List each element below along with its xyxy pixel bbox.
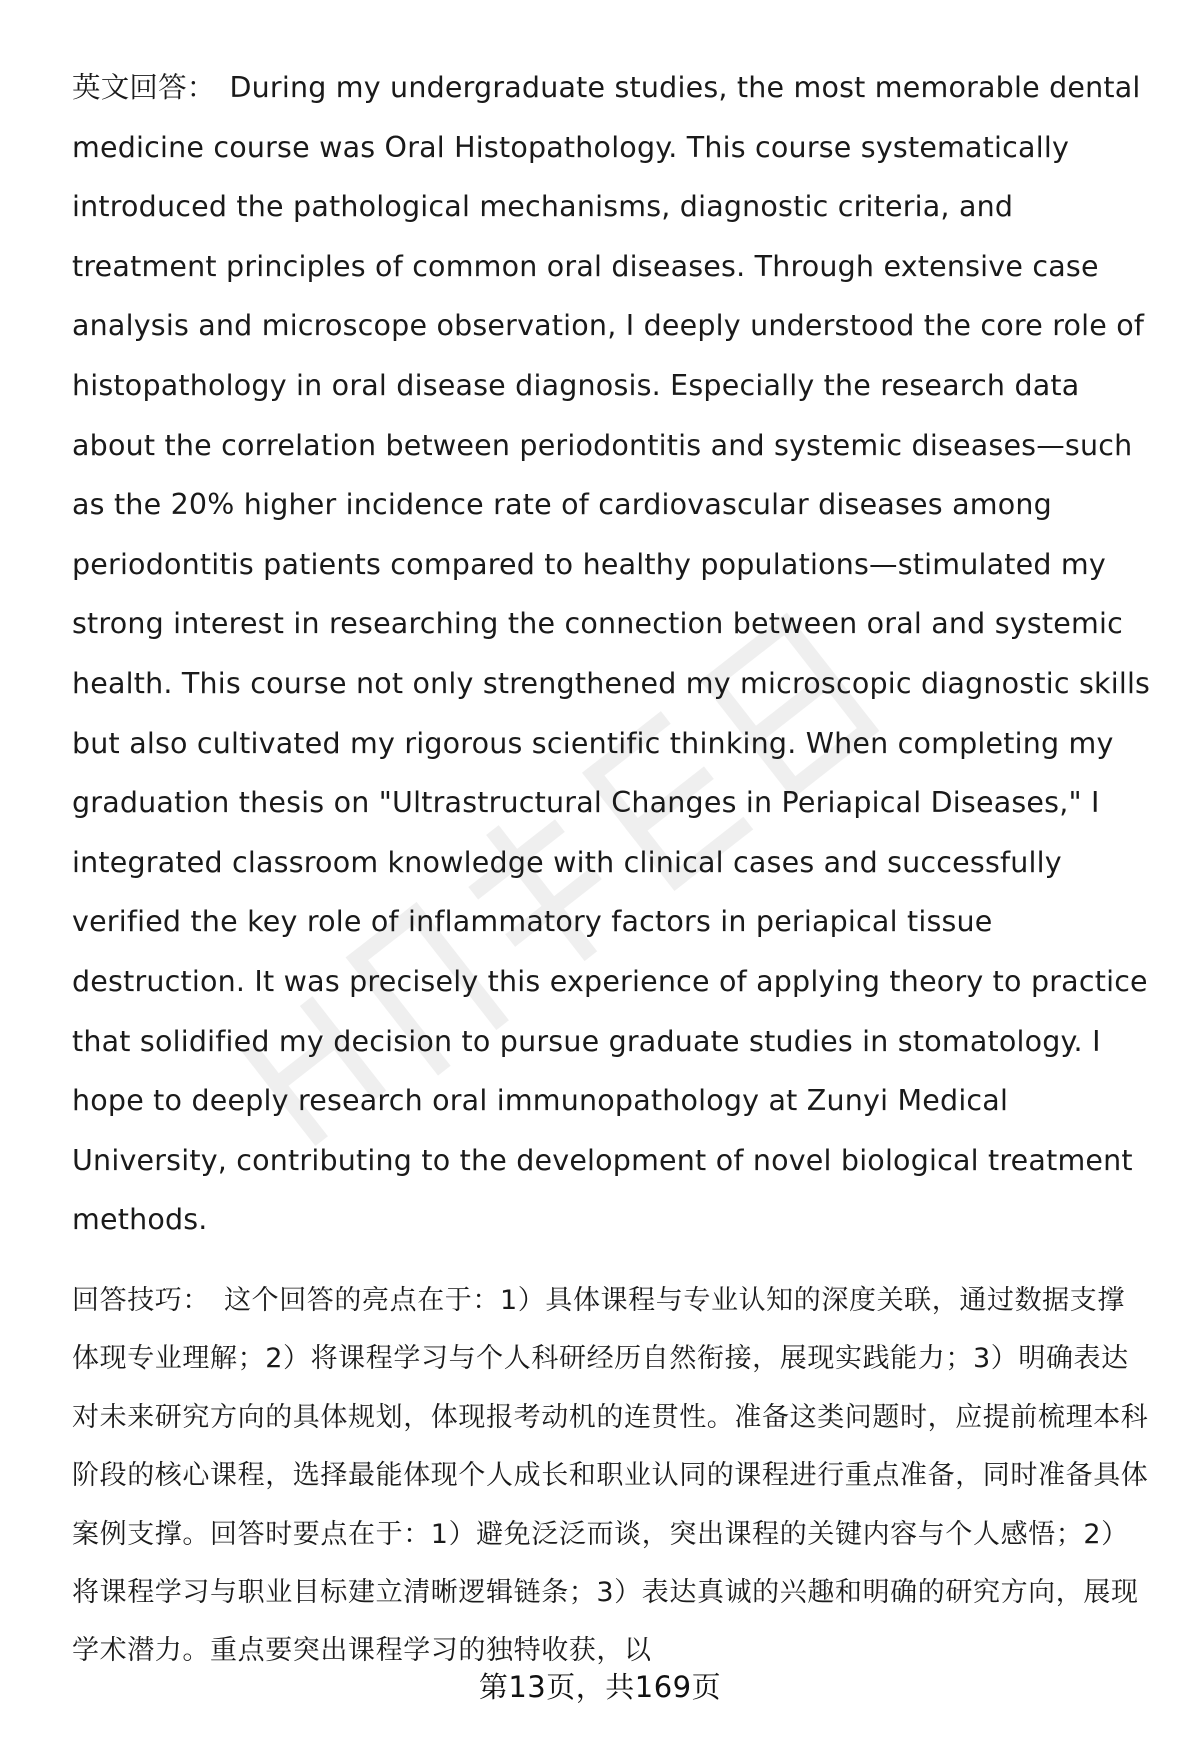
english-answer-paragraph: [72, 58, 1152, 1250]
answer-tips-text: 这个回答的亮点在于：1）具体课程与专业认知的深度关联，通过数据支撑体现专业理解；2）将课程学习与个人科研经历自然衔接，展现实践能力；3）明确表达对未来研究方向的具体规划，体现报考动机的连贯性。准备这类问题时，应提前梳理本科阶段的核心课程，选择最能体现个人成长和职业认同的课程进行重点准备，同时准备具体案例支撑。回答时要点在于：1）避免泛泛而谈，突出课程的关键内容与个人感悟；2）将课程学习与职业目标建立清晰逻辑链条；3）表达真诚的兴趣和明确的研究方向，展现学术潜力。重点要突出课程学习的独特收获，以: [72, 1284, 1149, 1667]
english-answer-label: 英文回答：: [72, 71, 216, 104]
answer-tips-paragraph: [72, 1272, 1152, 1681]
document-page: [72, 58, 1152, 1681]
page-number-footer: 第13页，共169页: [478, 1670, 722, 1704]
english-answer-text: During my undergraduate studies, the most memorable dental medicine course was Oral Histopathology. This course systematically introduced the pathological mechanisms, diagnostic criteria, and treatment principles of common oral diseases. Through extensive case analysis and microscope observation, I deeply understood the core role of histopathology in oral disease diagnosis. Especially the research data about the correlation between periodontitis and systemic diseases—such as the 20% higher incidence rate of cardiovascular diseases among periodontitis patients compared to healthy populations—stimulated my strong interest in researching the connection between oral and systemic health. This course not only strengthened my microscopic diagnostic skills but also cultivated my rigorous scientific thinking. When completing my graduation thesis on "Ultrastructural Changes in Periapical Diseases," I integrated classroom knowledge with clinical cases and successfully verified the key role of inflammatory factors in periapical tissue destruction. It was precisely this experience of applying theory to practice that solidified my decision to pursue graduate studies in stomatology. I hope to deeply research oral immunopathology at Zunyi Medical University, contributing to the development of novel biological treatment methods.: [72, 71, 1151, 1237]
answer-tips-label: 回答技巧：: [72, 1284, 210, 1316]
